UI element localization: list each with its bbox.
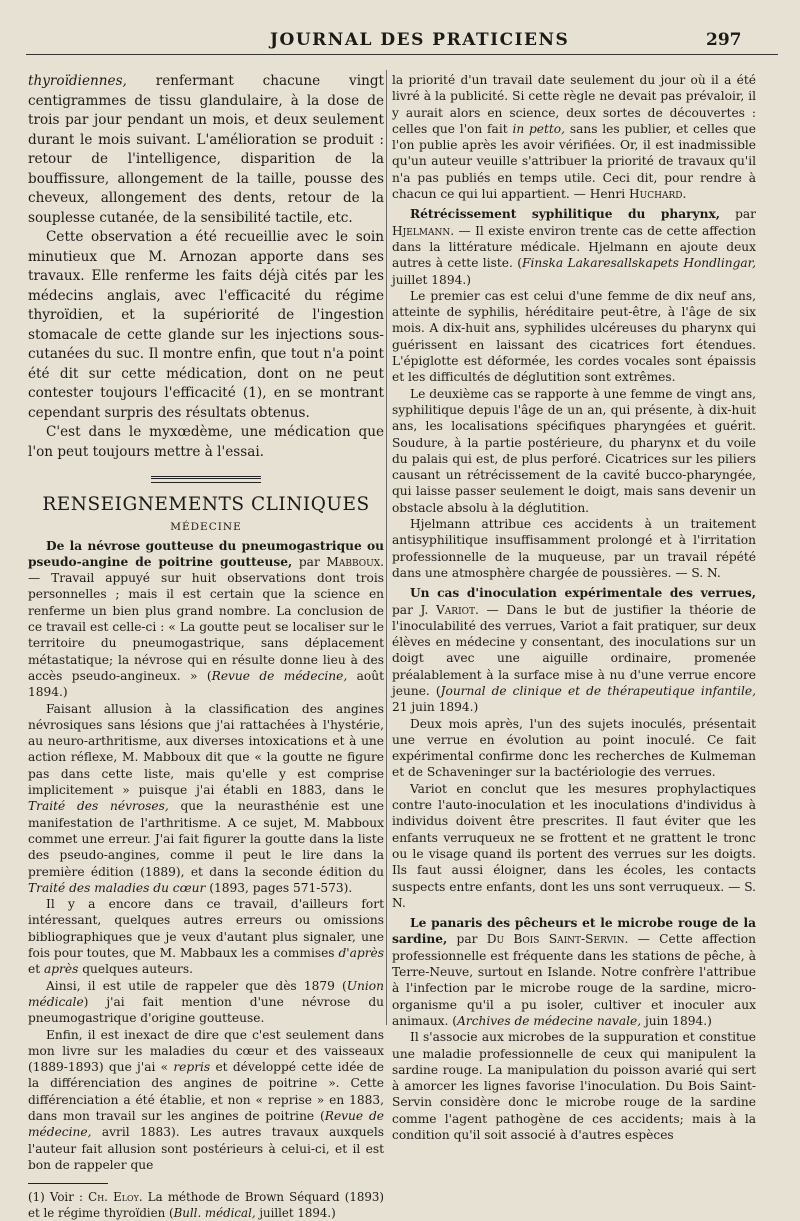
a1-p2b: que la neurasthénie est une manifestation de l'arthritisme. A ce sujet, M. Mabboux commet une erreur. J'ai fait figurer la goutte dans la liste des pseudo-angines, comme il peut le lire dans la première édition (1889), et dans la seconde édition du (28, 799, 385, 879)
a2-p0b: juillet 1894.) (392, 272, 471, 287)
r-p0-em: in petto, (512, 121, 566, 136)
article-1-paragraph-2 (28, 701, 384, 897)
a1-p5b: et développé cette idée de la différenciation des angines de poitrine ». Cette différenciation a été établie, et non « reprise » en 1883, dans mon travail sur les angines de poitrine ( (28, 1060, 384, 1123)
a1-p3b: et (28, 962, 44, 977)
column-divider (386, 70, 387, 1025)
a1-p2a: Faisant allusion à la classification des angines névrosiques sans lésions que j'ai rattachées à l'hystérie, au neuro-arthritisme, aux diverses intoxications et à une action réflexe, M. Mabboux dit que « la goutte ne figure pas dans cette liste, mais qu'elle y est comprise implicitement » puisque j'ai établi en 1883, dans le (28, 701, 384, 798)
article-1-author: Mabboux. (326, 554, 384, 569)
a3-p0b: 21 juin 1894.) (392, 700, 479, 715)
article-1-by: par (292, 554, 327, 569)
fn-a: (1) Voir : (28, 1190, 89, 1205)
page-header (0, 26, 800, 56)
a1-p3a: Il y a encore dans ce travail, d'ailleurs fort intéressant, quelques autres erreurs ou omissions bibliographiques que je veux d'autant plus signaler, une fois pour toutes, que M. Mabbaux les a commises (28, 897, 384, 961)
a1-p2-em2: Traité des maladies du cœur (28, 880, 206, 895)
left-column (28, 72, 384, 1221)
section-title: RENSEIGNEMENTS CLINIQUES (42, 494, 370, 515)
subsection-title: MÉDECINE (170, 521, 242, 534)
fn-author: Ch. Eloy. (88, 1190, 143, 1205)
article-1-paragraph-5 (28, 1027, 384, 1174)
article-3-paragraph-2: Variot en conclut que les mesures prophylactiques contre l'auto-inoculation et les inoculations d'individus à individus doivent être prescrites. Il faut éviter que les enfants verruqueux ne se frottent et ne grattent le tronc ou le visage quand ils portent des verrues sur les doigts. Ils faut aussi éloigner, dans les écoles, les contacts suspects entre enfants, dont les uns sont verruqueux. — S. N. (392, 781, 756, 910)
a1-p2-em1: Traité des névroses, (28, 799, 169, 814)
a1-p5a: Enfin, il est inexact de dire que c'est seulement dans mon livre sur les maladies du cœur et des vaisseaux (1889-1893) que j'ai « (28, 1027, 384, 1075)
a1-p3-em2: après (43, 962, 79, 977)
article-2-lead (392, 206, 756, 287)
article-1-paragraph-4 (28, 978, 384, 1027)
a4-p0-em: Archives de médecine navale, (457, 1013, 642, 1028)
a1-p3c: quelques auteurs. (78, 962, 194, 977)
article-4-author: Du Bois Saint-Servin. (486, 932, 629, 947)
article-1-title: De la névrose goutteuse du pneumogastrique ou pseudo-angine de poitrine goutteuse, (28, 538, 384, 569)
fn-c: juillet 1894.) (255, 1205, 336, 1220)
article-1-reference: Revue de médecine, (211, 668, 348, 683)
intro-paragraph-1 (28, 72, 384, 228)
a4-by: par (447, 932, 487, 947)
right-column (392, 72, 756, 1143)
a3-p0-em: Journal de clinique et de thérapeutique infantile, (440, 683, 757, 698)
article-4-title: Le panaris des pêcheurs et le microbe rouge de la sardine, (392, 916, 756, 947)
article-1-paragraph-3 (28, 896, 384, 977)
article-1-text: — Travail appuyé sur huit observations dont trois personnelles ; mais il est certain que la science en renferme un bien plus grand nombre. La conclusion de ce travail est celle-ci : « La goutte peut se localiser sur le territoire du pneumogastrique, sans déplacement métastatique; la névrose qui en résulte donne lieu à des accès pseudo-angineux. » ( (28, 571, 384, 683)
a1-p4a: Ainsi, il est utile de rappeler que dès 1879 ( (46, 978, 347, 993)
a4-p0b: juin 1894.) (641, 1013, 712, 1028)
fn-b: La méthode de Brown Séquard (1893) et le régime thyroïdien ( (28, 1190, 384, 1220)
article-3-title: Un cas d'inoculation expérimentale des verrues, (410, 586, 756, 601)
intro-emphasis: thyroïdiennes, (28, 73, 127, 89)
article-1-lead (28, 538, 384, 701)
article-1-date: août 1894.) (28, 668, 384, 700)
r-p0b: sans les publier, et celles que l'on publie après les avoir vérifiées. Or, il est inadmissible qu'un auteur veuille s'attribuer la priorité de travaux qu'il n'a pas publiés en temps utile. Ceci dit, pour rendre à chacun ce qui lui appartient. — Henri (392, 121, 756, 202)
article-3-paragraph-1: Deux mois après, l'un des sujets inoculés, présentait une verrue en évolution au point inoculé. Ce fait expérimental confirme donc les recherches de Kulmeman et de Schaveninger sur la bactériologie des verrues. (392, 716, 756, 780)
article-4-lead (392, 915, 756, 1029)
article-2-paragraph-2: Le deuxième cas se rapporte à une femme de vingt ans, syphilitique depuis l'âge de un an, qui présente, à dix-huit ans, les localisations spécifiques pharyngées et guérit. Soudure, à la partie postérieure, du pharynx et du voile du palais qui est, de plus perforé. Cicatrices sur les piliers causant un rétrécissement de la cavité bucco-pharyngée, qui laisse passer seulement le doigt, mais sans devenir un obstacle absolu à la déglutition. (392, 386, 756, 515)
fn-em: Bull. médical, (173, 1205, 256, 1220)
page-number: 297 (706, 30, 742, 50)
footnote (28, 1190, 384, 1221)
article-3-author: Variot. (436, 602, 479, 617)
r-p0a: la priorité d'un travail date seulement du jour où il a été livré à la publicité. Si cette règle ne devait pas prévaloir, il y aurait alors en science, deux sortes de découvertes : celles que l'on fait (392, 73, 756, 136)
a1-p5c: avril 1883). Les autres travaux auxquels l'auteur fait allusion sont postérieurs à celui-ci, et il est bon de rappeler que (28, 1125, 384, 1172)
intro-paragraph-2: Cette observation a été recueillie avec le soin minutieux que M. Arnozan apporte dans ses travaux. Elle renferme les faits déjà cités par les médecins anglais, avec l'efficacité du régime thyroïdien, et la supériorité de l'ingestion stomacale de cette glande sur les injections sous-cutanées du suc. Il montre enfin, que tout n'a point été dit sur cette médication, dont on ne peut contester toujours l'efficacité (1), en se montrant cependant surpris des résultats obtenus. (28, 229, 384, 421)
a1-p5-em: repris (173, 1060, 211, 1075)
a4-p0a: — Cette affection professionnelle est fréquente dans les stations de pêche, à Terre-Neuve, surtout en Islande. Notre confrère l'attribue à l'infection par le microbe rouge de la sardine, micro-organisme qu'il a pu isoler, cultiver et inoculer aux animaux. ( (392, 932, 756, 1028)
section-rule (151, 482, 261, 483)
signature-huchard: Huchard. (629, 187, 687, 202)
continuation-paragraph (392, 72, 756, 202)
article-2-paragraph-3: Hjelmann attribue ces accidents à un traitement antisyphilitique insuffisamment prolongé et à l'irritation professionnelle de la muqueuse, par un travail répété dans une atmosphère chargée de poussières. — S. N. (392, 517, 756, 580)
a3-by: par J. (392, 602, 436, 617)
a1-p5-em2: Revue de médecine, (28, 1108, 384, 1140)
intro-text-1: renfermant chacune vingt centigrammes de tissu glandulaire, à la dose de trois par jour pendant un mois, et deux seulement durant le mois suivant. L'amélioration se produit : retour de l'intelligence, disparition de la bouffissure, allongement de la taille, pousse des cheveux, allongement des dents, retour de la souplesse cutanée, de la sensibilité tactile, etc. (28, 73, 384, 226)
article-2-paragraph-1: Le premier cas est celui d'une femme de dix neuf ans, atteinte de syphilis, héréditaire peut-être, à l'âge de six mois. A dix-huit ans, syphilides ulcéreuses du pharynx qui guérissent en laissant des cicatrices fort étendues. L'épiglotte est déformée, les cordes vocales sont épaissis et les difficultés de déglutition sont extrêmes. (392, 288, 756, 385)
a2-p0-em: Finska Lakaresallskapets Hondlingar, (521, 256, 757, 271)
header-rule (26, 54, 778, 55)
a1-p3-em: d'après (338, 946, 384, 961)
a3-p0a: — Dans le but de justifier la théorie de l'inoculabilité des verrues, Variot a fait pratiquer, sur deux élèves en médecine y consentant, des inoculations sur un doigt avec une aiguille ordinaire, promenée préalablement à la surface mise à nu d'une verrue encore jeune. ( (392, 602, 756, 698)
article-2-title: Rétrécissement syphilitique du pharynx, (410, 207, 720, 222)
a1-p2c: (1893, pages 571-573). (205, 880, 353, 895)
intro-paragraph-3: C'est dans le myxœdème, une médication que l'on peut toujours mettre à l'essai. (28, 424, 384, 460)
article-2-author: Hjelmann. (392, 223, 455, 238)
a1-p4-em: Union médicale (28, 978, 384, 1009)
article-4-paragraph-1: Il s'associe aux microbes de la suppuration et constitue une maladie professionnelle de ceux qui manipulent la sardine rouge. La manipulation du poisson avarié qui sert à amorcer les lignes favorise l'inoculation. Du Bois Saint-Servin considère donc le microbe rouge de la sardine comme l'agent pathogène de ces accidents; mais à la condition qu'il soit associé à d'autres espèces (392, 1030, 756, 1142)
section-double-rule (151, 476, 261, 479)
a2-by: par (719, 207, 756, 222)
footnote-rule (28, 1183, 108, 1184)
a1-p4b: ) j'ai fait mention d'une névrose du pneumogastrique d'origine goutteuse. (28, 994, 384, 1026)
a2-p0a: — Il existe environ trente cas de cette affection dans la littérature médicale. Hjelmann en ajoute deux autres à cette liste. ( (392, 223, 756, 271)
journal-title: JOURNAL DES PRATICIENS (270, 30, 570, 50)
article-3-lead (392, 585, 756, 715)
